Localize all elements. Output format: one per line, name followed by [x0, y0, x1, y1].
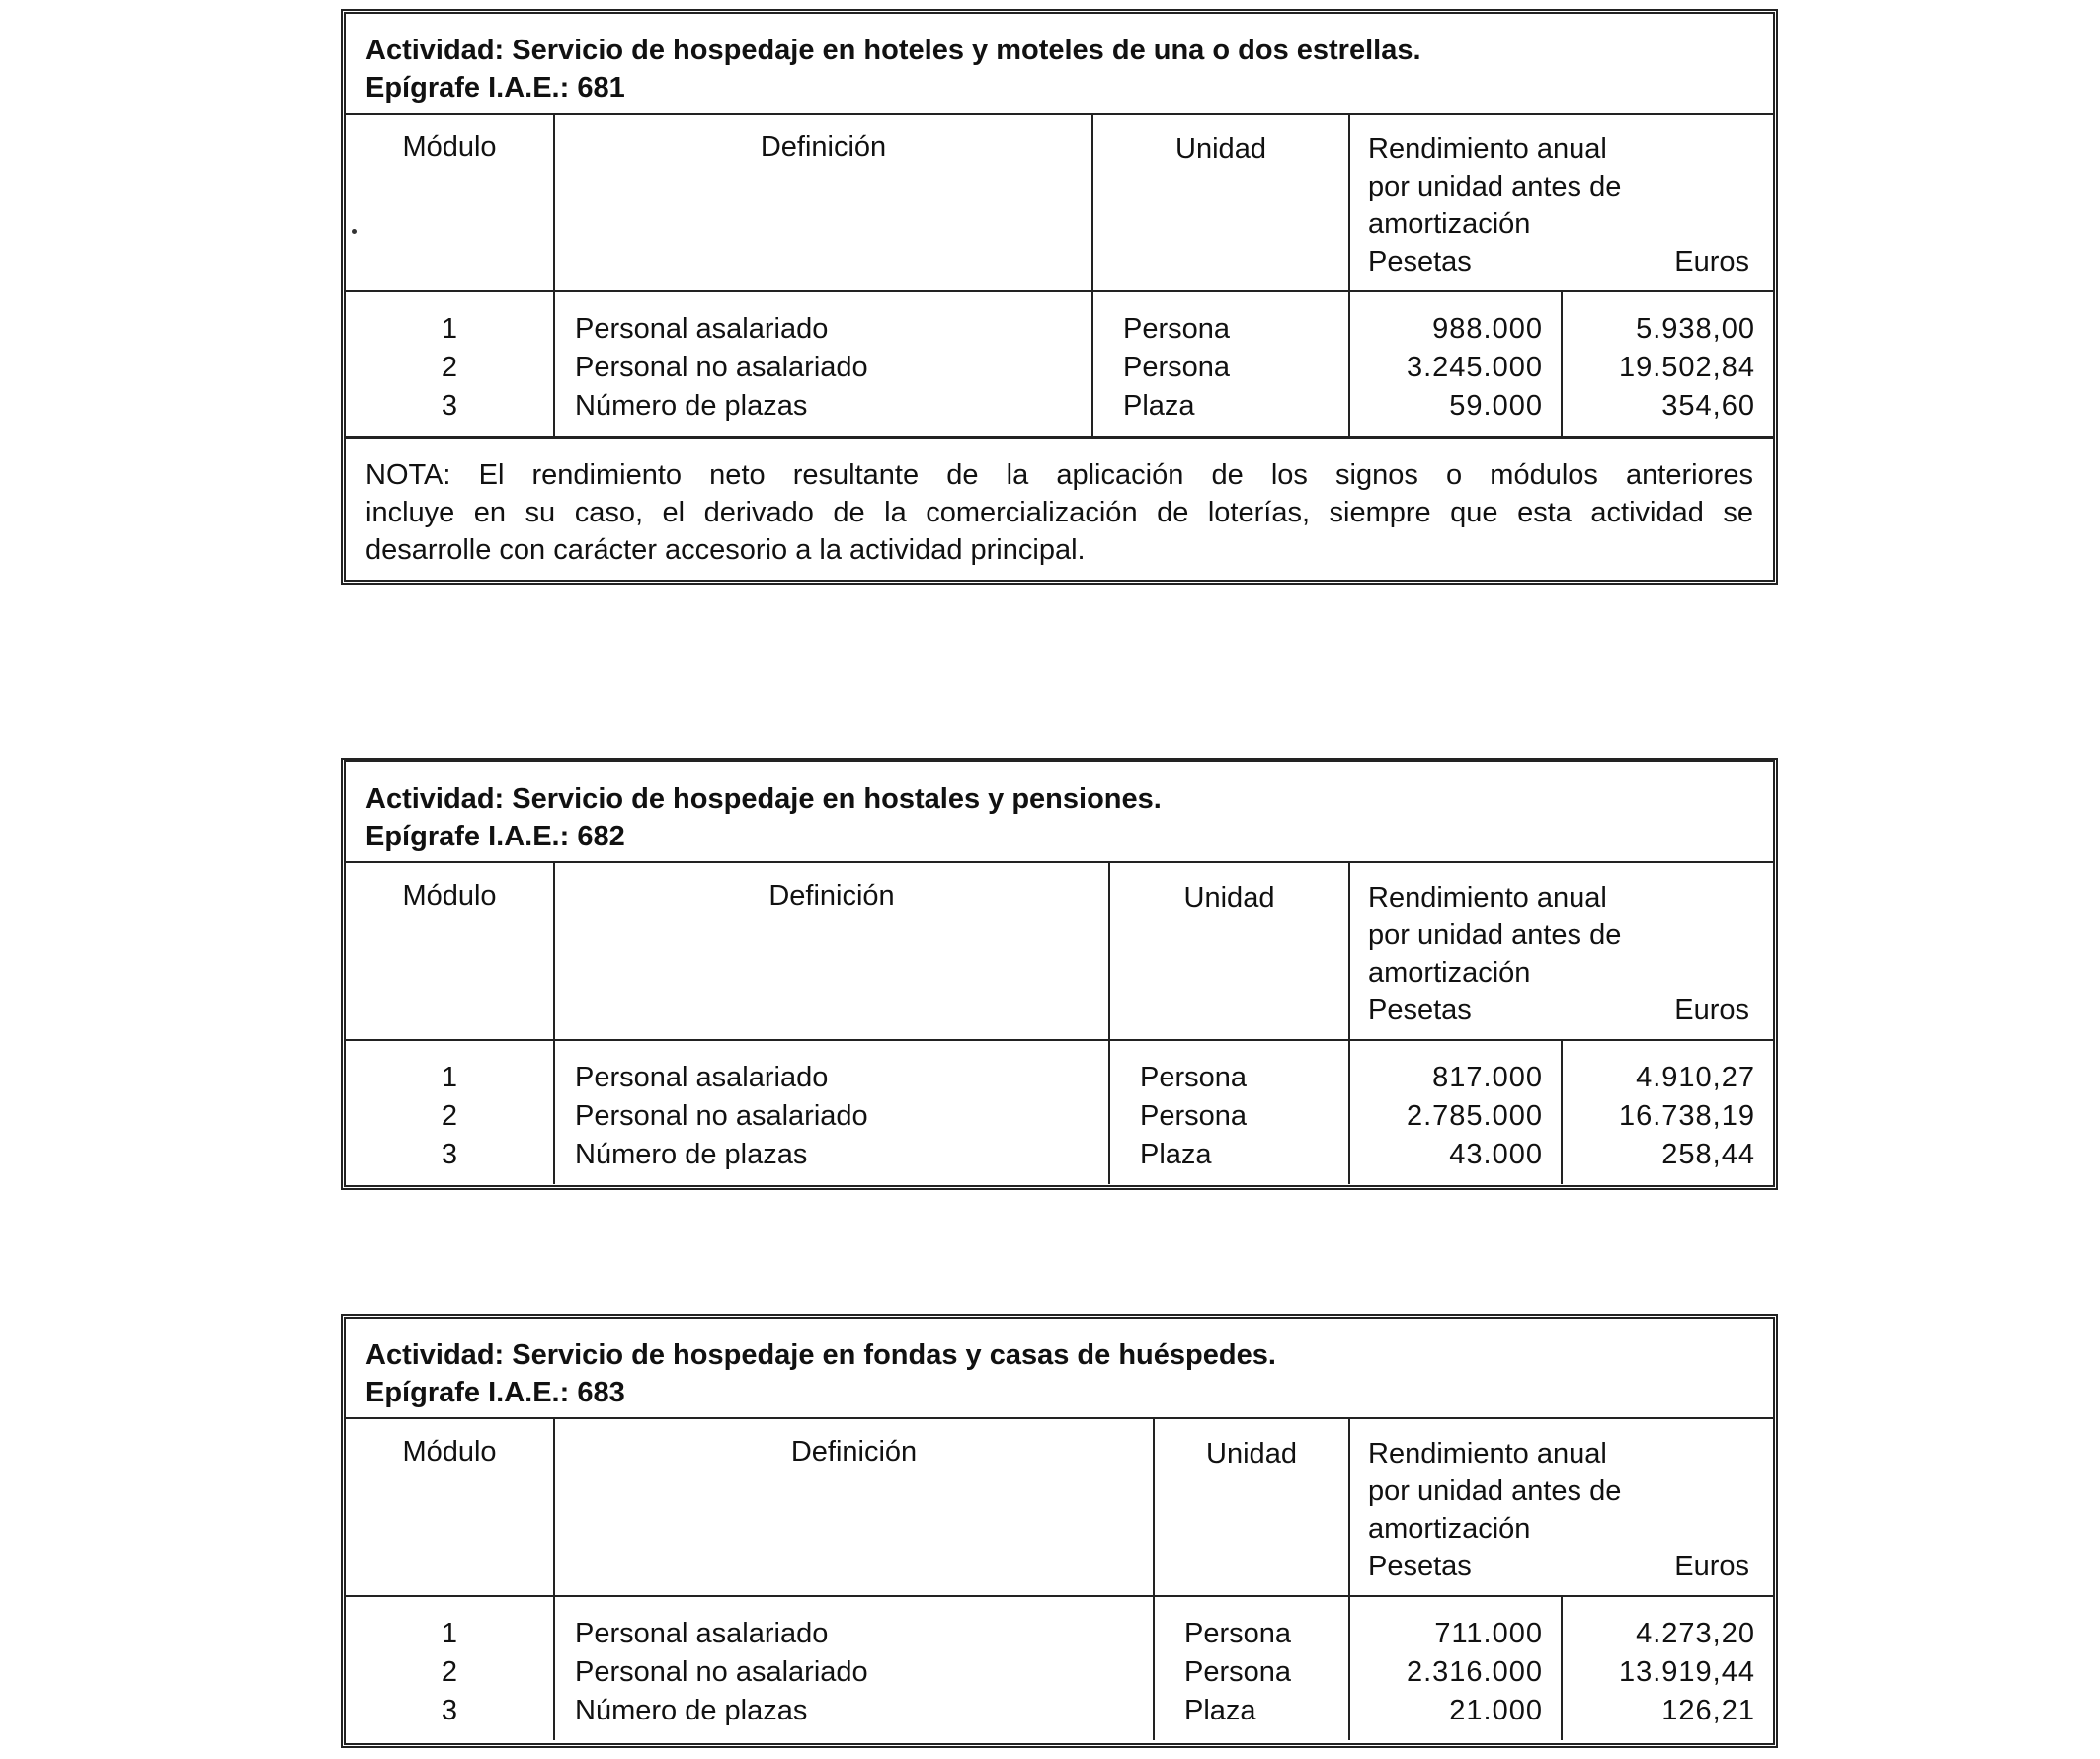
column-unidad [1110, 1041, 1350, 1184]
table-cell: 3 [441, 1139, 458, 1170]
epigrafe-label: Epígrafe I.A.E.: 681 [365, 72, 625, 104]
table-cell: 19.502,84 [1618, 352, 1755, 383]
table-cell: Persona [1123, 313, 1231, 345]
table-epigrafe-682 [341, 758, 1778, 1190]
table-cell: 4.273,20 [1636, 1618, 1755, 1649]
table-cell: Persona [1184, 1618, 1292, 1649]
header-pesetas: Pesetas [1368, 246, 1472, 278]
table-cell: 711.000 [1434, 1618, 1543, 1649]
column-modulo [346, 1597, 555, 1740]
header-definicion: Definición [555, 1419, 1155, 1595]
table-cell: 43.000 [1449, 1139, 1543, 1170]
column-euros [1563, 1041, 1773, 1184]
table-cell: Plaza [1123, 390, 1195, 422]
table-cell: 2.785.000 [1406, 1100, 1543, 1132]
column-unidad [1155, 1597, 1350, 1740]
table-cell: 2 [441, 352, 458, 383]
header-pesetas: Pesetas [1368, 1551, 1472, 1582]
table-epigrafe-683 [341, 1314, 1778, 1748]
header-rendimiento-line-3: amortización [1368, 957, 1531, 989]
table-cell: 5.938,00 [1636, 313, 1755, 345]
header-modulo: Módulo [346, 863, 555, 1039]
header-unidad: Unidad [1093, 115, 1350, 290]
table-cell: 354,60 [1661, 390, 1755, 422]
table-cell: Personal asalariado [575, 1062, 829, 1093]
nota-line-2: incluye en su caso, el derivado de la comercialización de loterías, siempre que esta actividad se [365, 497, 1753, 528]
header-rendimiento-line-1: Rendimiento anual [1368, 133, 1607, 165]
activity-header [346, 1319, 1773, 1419]
header-rendimiento-line-1: Rendimiento anual [1368, 882, 1607, 914]
column-header-row [346, 1419, 1773, 1597]
header-rendimiento-line-1: Rendimiento anual [1368, 1438, 1607, 1470]
table-body [346, 292, 1773, 436]
table-cell: 817.000 [1432, 1062, 1543, 1093]
table-cell: 1 [441, 1062, 458, 1093]
column-header-row [346, 115, 1773, 292]
column-unidad [1093, 292, 1350, 436]
header-definicion: Definición [555, 115, 1093, 290]
header-euros: Euros [1674, 1551, 1749, 1582]
column-pesetas [1350, 1597, 1563, 1740]
table-cell: Plaza [1184, 1695, 1256, 1726]
column-pesetas [1350, 1041, 1563, 1184]
header-unidad: Unidad [1110, 863, 1350, 1039]
table-cell: Número de plazas [575, 1139, 808, 1170]
header-rendimiento-line-3: amortización [1368, 208, 1531, 240]
table-cell: 2 [441, 1656, 458, 1688]
activity-header [346, 762, 1773, 863]
table-cell: Personal asalariado [575, 313, 829, 345]
activity-header [346, 14, 1773, 115]
table-cell: 21.000 [1449, 1695, 1543, 1726]
header-rendimiento-line-3: amortización [1368, 1513, 1531, 1545]
table-cell: 4.910,27 [1636, 1062, 1755, 1093]
column-euros [1563, 292, 1773, 436]
column-definicion [555, 292, 1093, 436]
header-modulo: Módulo [346, 1419, 555, 1595]
header-definicion: Definición [555, 863, 1110, 1039]
table-cell: Persona [1140, 1062, 1248, 1093]
header-rendimiento-line-2: por unidad antes de [1368, 919, 1622, 951]
table-cell: 258,44 [1661, 1139, 1755, 1170]
column-pesetas [1350, 292, 1563, 436]
nota-text [346, 436, 1773, 569]
table-cell: 2.316.000 [1406, 1656, 1543, 1688]
table-cell: 3 [441, 390, 458, 422]
table-cell: Personal no asalariado [575, 1100, 868, 1132]
header-rendimiento [1350, 1419, 1773, 1595]
nota-line-1: NOTA: El rendimiento neto resultante de la aplicación de los signos o módulos anteriores [365, 459, 1753, 491]
header-euros: Euros [1674, 246, 1749, 278]
table-cell: Número de plazas [575, 390, 808, 422]
table-cell: Número de plazas [575, 1695, 808, 1726]
table-cell: Personal asalariado [575, 1618, 829, 1649]
column-definicion [555, 1041, 1110, 1184]
column-modulo [346, 292, 555, 436]
header-rendimiento-line-2: por unidad antes de [1368, 1476, 1622, 1507]
epigrafe-label: Epígrafe I.A.E.: 683 [365, 1377, 625, 1408]
table-body [346, 1597, 1773, 1740]
table-cell: 3 [441, 1695, 458, 1726]
table-cell: Persona [1140, 1100, 1248, 1132]
activity-title: Actividad: Servicio de hospedaje en hostales y pensiones. [365, 783, 1162, 815]
table-cell: 1 [441, 313, 458, 345]
table-cell: Plaza [1140, 1139, 1212, 1170]
header-unidad: Unidad [1155, 1419, 1350, 1595]
header-euros: Euros [1674, 995, 1749, 1026]
epigrafe-label: Epígrafe I.A.E.: 682 [365, 821, 625, 852]
column-euros [1563, 1597, 1773, 1740]
activity-title: Actividad: Servicio de hospedaje en hoteles y moteles de una o dos estrellas. [365, 35, 1421, 66]
header-rendimiento [1350, 115, 1773, 290]
header-pesetas: Pesetas [1368, 995, 1472, 1026]
header-rendimiento-line-2: por unidad antes de [1368, 171, 1622, 202]
table-cell: Persona [1123, 352, 1231, 383]
table-cell: 988.000 [1432, 313, 1543, 345]
table-cell: 59.000 [1449, 390, 1543, 422]
nota-line-3: desarrolle con carácter accesorio a la actividad principal. [365, 534, 1086, 566]
table-cell: 2 [441, 1100, 458, 1132]
table-cell: 13.919,44 [1618, 1656, 1755, 1688]
header-rendimiento [1350, 863, 1773, 1039]
column-modulo [346, 1041, 555, 1184]
table-cell: Persona [1184, 1656, 1292, 1688]
table-cell: 16.738,19 [1618, 1100, 1755, 1132]
scan-speck [352, 229, 357, 234]
table-cell: Personal no asalariado [575, 1656, 868, 1688]
table-cell: 3.245.000 [1406, 352, 1543, 383]
table-cell: 1 [441, 1618, 458, 1649]
table-cell: Personal no asalariado [575, 352, 868, 383]
column-header-row [346, 863, 1773, 1041]
header-modulo: Módulo [346, 115, 555, 290]
activity-title: Actividad: Servicio de hospedaje en fondas y casas de huéspedes. [365, 1339, 1276, 1371]
table-epigrafe-681 [341, 9, 1778, 585]
column-definicion [555, 1597, 1155, 1740]
table-cell: 126,21 [1661, 1695, 1755, 1726]
table-body [346, 1041, 1773, 1184]
